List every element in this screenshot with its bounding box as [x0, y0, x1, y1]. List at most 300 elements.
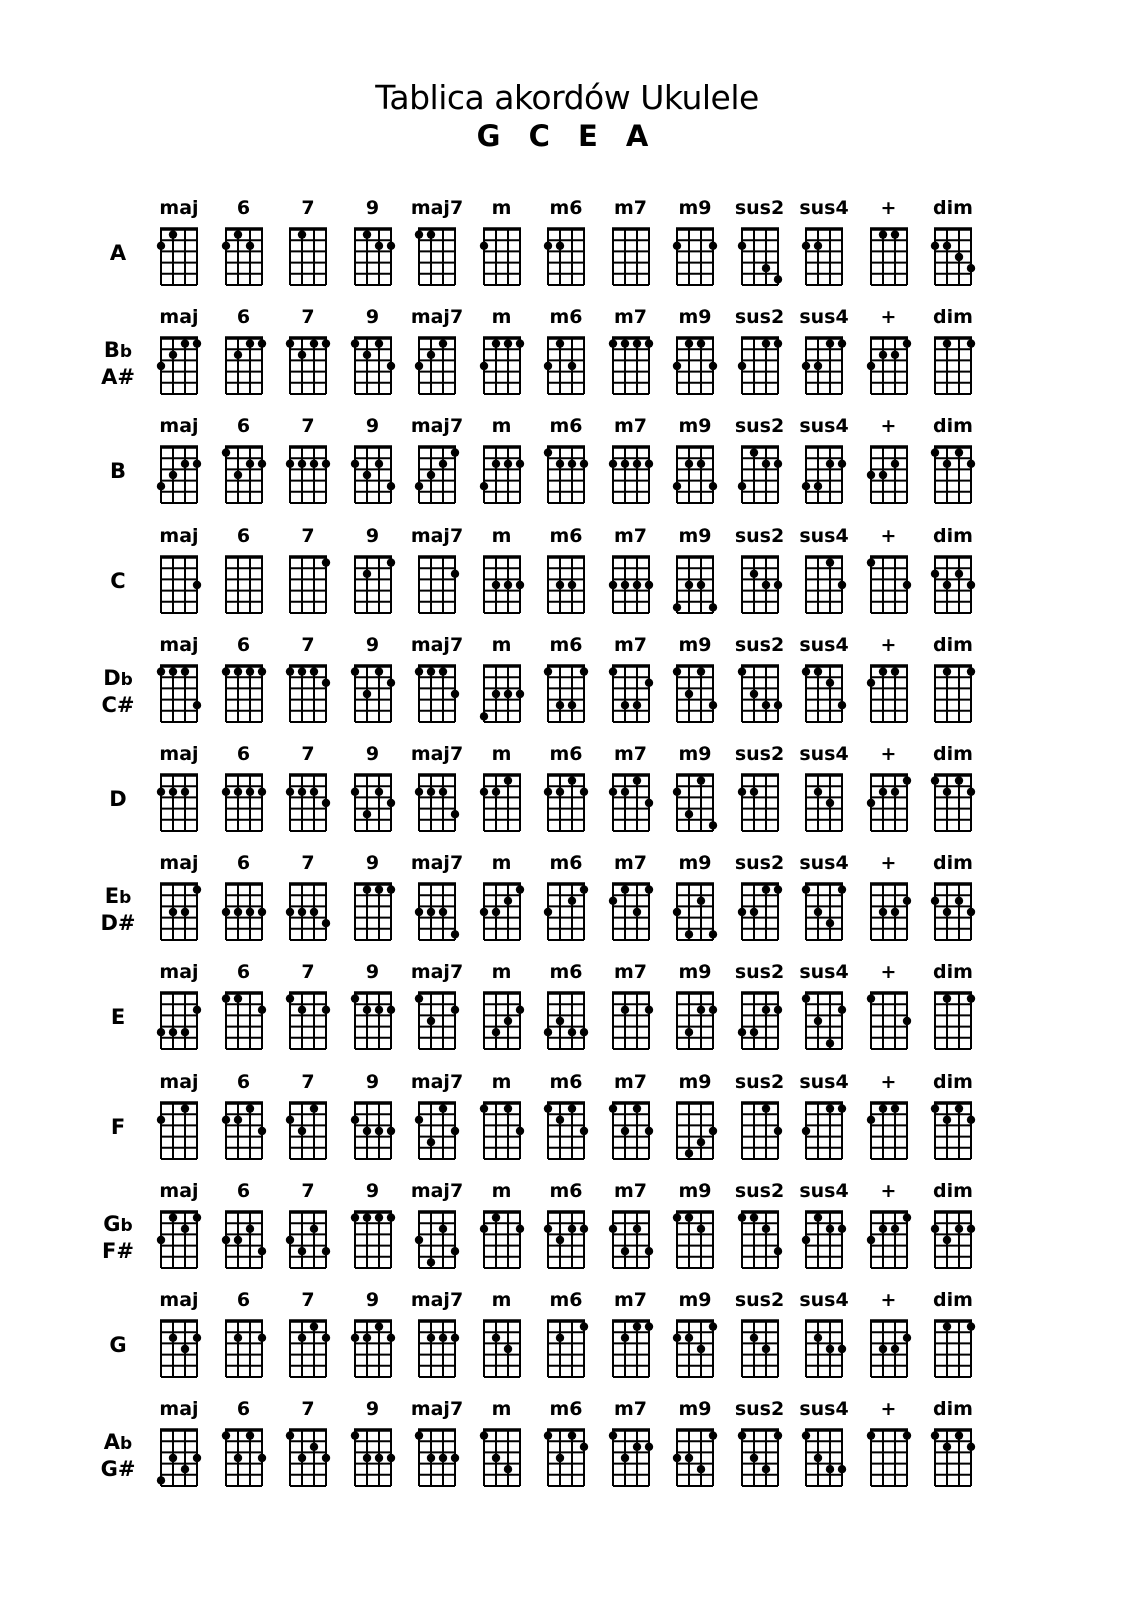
chord-quality-label: sus2 [734, 1179, 785, 1202]
chord-quality-label: m [491, 524, 512, 547]
finger-dot [967, 264, 975, 272]
finger-dot [644, 1006, 652, 1014]
chord-row [0, 1398, 1134, 1508]
finger-dot [362, 351, 370, 359]
finger-dot [362, 1006, 370, 1014]
finger-dot [685, 1028, 693, 1036]
finger-dot [415, 482, 423, 490]
chord-quality-label: 6 [236, 1289, 251, 1311]
finger-dot [826, 678, 834, 686]
chord-diagram [865, 989, 913, 1057]
finger-dot [838, 340, 846, 348]
finger-dot [286, 460, 294, 468]
finger-dot [685, 810, 693, 818]
finger-dot [838, 1345, 846, 1353]
chord-row [0, 961, 1134, 1071]
finger-dot [350, 995, 358, 1003]
finger-dot [773, 340, 781, 348]
finger-dot [374, 1322, 382, 1330]
finger-dot [451, 1454, 459, 1462]
chord-row [0, 1289, 1134, 1399]
chord-diagram [736, 989, 784, 1057]
finger-dot [556, 1334, 564, 1342]
finger-dot [890, 1345, 898, 1353]
finger-dot [427, 230, 435, 238]
finger-dot [310, 1104, 318, 1112]
finger-dot [298, 788, 306, 796]
chord-quality-label: m [491, 1179, 512, 1202]
chord-quality-label: sus4 [799, 1179, 849, 1202]
chord-quality-label: m6 [549, 1398, 583, 1421]
finger-dot [802, 886, 810, 894]
finger-dot [415, 230, 423, 238]
chord-diagram [478, 771, 526, 839]
chord-diagram [607, 334, 655, 402]
chord-diagram [865, 1317, 913, 1385]
chord-diagram [284, 1317, 332, 1385]
chord-quality-label: m9 [678, 961, 712, 984]
finger-dot [286, 995, 294, 1003]
chord-diagram [929, 334, 977, 402]
finger-dot [826, 1104, 834, 1112]
chord-quality-label: dim [933, 1179, 973, 1202]
finger-dot [838, 701, 846, 709]
finger-dot [943, 1236, 951, 1244]
chord-diagram [607, 1426, 655, 1494]
chord-root-name: G [109, 1333, 127, 1357]
finger-dot [967, 1322, 975, 1330]
finger-dot [479, 362, 487, 370]
chord-row [0, 525, 1134, 635]
chord-quality-label: sus4 [799, 415, 849, 438]
chord-diagram [865, 1208, 913, 1276]
chord-diagram [284, 225, 332, 293]
chord-quality-label: 9 [365, 1070, 380, 1093]
finger-dot [931, 897, 939, 905]
finger-dot [814, 1017, 822, 1025]
finger-dot [286, 1115, 294, 1123]
chord-diagram [478, 662, 526, 730]
chord-quality-label: 9 [365, 415, 380, 438]
finger-dot [451, 690, 459, 698]
finger-dot [350, 460, 358, 468]
chord-quality-label: maj [159, 197, 199, 219]
chord-root-label [90, 884, 146, 936]
chord-diagram [220, 1426, 268, 1494]
chord-quality-label: maj [159, 633, 199, 656]
chord-quality-label: sus4 [799, 743, 849, 765]
chord-quality-label: + [880, 961, 897, 984]
chord-quality-label: m [491, 961, 512, 984]
chord-quality-label: m [491, 852, 512, 875]
chord-root-name: A# [101, 365, 135, 390]
finger-dot [644, 340, 652, 348]
chord-quality-label: m6 [549, 961, 583, 984]
chord-quality-label: 9 [365, 306, 380, 329]
finger-dot [245, 788, 253, 796]
finger-dot [673, 362, 681, 370]
chord-quality-label: 9 [365, 852, 380, 875]
chord-diagram [284, 880, 332, 948]
finger-dot [802, 995, 810, 1003]
finger-dot [286, 1236, 294, 1244]
chord-root-name: F [110, 1114, 126, 1139]
finger-dot [479, 1104, 487, 1112]
finger-dot [709, 603, 717, 611]
finger-dot [709, 1432, 717, 1440]
chord-diagram [413, 1208, 461, 1276]
chord-diagram [800, 989, 848, 1057]
finger-dot [866, 1432, 874, 1440]
finger-dot [350, 1432, 358, 1440]
finger-dot [814, 908, 822, 916]
finger-dot [556, 1236, 564, 1244]
chord-quality-label: 9 [365, 1179, 380, 1202]
chord-quality-label: sus4 [799, 961, 849, 984]
finger-dot [967, 460, 975, 468]
finger-dot [169, 908, 177, 916]
chord-diagram [607, 1099, 655, 1167]
chord-quality-label: m6 [549, 633, 583, 656]
finger-dot [802, 482, 810, 490]
finger-dot [866, 558, 874, 566]
finger-dot [761, 1006, 769, 1014]
finger-dot [286, 1432, 294, 1440]
chord-quality-label: maj [159, 961, 199, 984]
finger-dot [157, 1236, 165, 1244]
finger-dot [479, 482, 487, 490]
finger-dot [221, 1236, 229, 1244]
chord-diagram [671, 662, 719, 730]
finger-dot [439, 340, 447, 348]
chord-root-label [90, 1430, 146, 1482]
chord-diagram [220, 225, 268, 293]
chord-diagram [284, 1208, 332, 1276]
finger-dot [286, 788, 294, 796]
finger-dot [491, 460, 499, 468]
finger-dot [491, 1028, 499, 1036]
finger-dot [245, 1432, 253, 1440]
finger-dot [233, 1236, 241, 1244]
chord-diagram [671, 1317, 719, 1385]
finger-dot [826, 799, 834, 807]
chord-diagram [284, 989, 332, 1057]
finger-dot [503, 776, 511, 784]
chord-diagram [349, 553, 397, 621]
finger-dot [838, 1006, 846, 1014]
finger-dot [749, 1334, 757, 1342]
chord-diagram [736, 443, 784, 511]
chord-diagram [155, 443, 203, 511]
chord-quality-label: m [491, 1070, 512, 1093]
finger-dot [878, 471, 886, 479]
chord-diagram [349, 1317, 397, 1385]
finger-dot [362, 690, 370, 698]
chord-diagram [220, 880, 268, 948]
finger-dot [685, 1149, 693, 1157]
finger-dot [415, 908, 423, 916]
finger-dot [286, 340, 294, 348]
chord-diagram [284, 662, 332, 730]
chord-quality-label: sus4 [799, 524, 849, 547]
chord-diagram [413, 662, 461, 730]
finger-dot [878, 1345, 886, 1353]
chord-quality-label: 6 [236, 524, 251, 547]
chord-diagram [155, 771, 203, 839]
finger-dot [362, 1126, 370, 1134]
chord-quality-label: + [880, 415, 897, 438]
chord-diagram [542, 989, 590, 1057]
chord-root-label [90, 666, 146, 718]
finger-dot [427, 667, 435, 675]
finger-dot [890, 908, 898, 916]
finger-dot [556, 1115, 564, 1123]
finger-dot [169, 230, 177, 238]
finger-dot [632, 1443, 640, 1451]
finger-dot [491, 908, 499, 916]
finger-dot [773, 701, 781, 709]
chord-quality-label: m7 [613, 852, 648, 875]
chord-diagram [607, 443, 655, 511]
finger-dot [322, 1454, 330, 1462]
finger-dot [157, 1028, 165, 1036]
chord-diagram [478, 1099, 526, 1167]
chord-diagram [542, 334, 590, 402]
chord-diagram [929, 1099, 977, 1167]
finger-dot [544, 449, 552, 457]
finger-dot [967, 340, 975, 348]
chord-diagram [800, 334, 848, 402]
chord-root-name: Bb [103, 338, 133, 363]
finger-dot [620, 886, 628, 894]
finger-dot [503, 1465, 511, 1473]
chord-quality-label: 7 [301, 524, 315, 547]
finger-dot [773, 886, 781, 894]
finger-dot [427, 351, 435, 359]
finger-dot [697, 1138, 705, 1146]
finger-dot [310, 667, 318, 675]
finger-dot [749, 449, 757, 457]
finger-dot [608, 340, 616, 348]
finger-dot [503, 1104, 511, 1112]
finger-dot [749, 1213, 757, 1221]
chord-quality-label: m7 [613, 961, 648, 984]
chord-diagram [736, 771, 784, 839]
chord-quality-label: 9 [365, 743, 380, 765]
finger-dot [943, 1322, 951, 1330]
chord-diagram [671, 1208, 719, 1276]
finger-dot [749, 569, 757, 577]
finger-dot [632, 340, 640, 348]
finger-dot [878, 1104, 886, 1112]
finger-dot [193, 1334, 201, 1342]
chord-diagram [607, 771, 655, 839]
chord-diagram [736, 1317, 784, 1385]
chord-root-name: G# [100, 1457, 136, 1482]
chord-diagram [929, 989, 977, 1057]
chord-quality-label: m7 [613, 1398, 648, 1421]
finger-dot [157, 362, 165, 370]
chord-diagram [929, 1208, 977, 1276]
finger-dot [544, 242, 552, 250]
finger-dot [773, 460, 781, 468]
chord-root-label [90, 569, 146, 594]
finger-dot [931, 449, 939, 457]
chord-diagram [736, 334, 784, 402]
finger-dot [374, 340, 382, 348]
finger-dot [737, 242, 745, 250]
finger-dot [838, 1465, 846, 1473]
finger-dot [362, 1454, 370, 1462]
chord-quality-label: sus2 [734, 852, 785, 875]
finger-dot [257, 460, 265, 468]
chord-diagram [478, 225, 526, 293]
chord-quality-label: m6 [549, 197, 583, 219]
finger-dot [374, 1126, 382, 1134]
chord-diagram [155, 553, 203, 621]
finger-dot [967, 1443, 975, 1451]
chord-quality-label: m6 [549, 852, 583, 875]
finger-dot [814, 482, 822, 490]
finger-dot [673, 667, 681, 675]
chord-row [0, 415, 1134, 525]
finger-dot [814, 1213, 822, 1221]
chord-diagram [349, 880, 397, 948]
finger-dot [697, 580, 705, 588]
finger-dot [931, 1224, 939, 1232]
finger-dot [544, 908, 552, 916]
finger-dot [761, 580, 769, 588]
chord-diagram [800, 443, 848, 511]
chord-quality-label: m7 [613, 415, 648, 438]
chord-quality-label: sus2 [734, 306, 785, 329]
finger-dot [749, 690, 757, 698]
finger-dot [673, 1213, 681, 1221]
finger-dot [157, 1476, 165, 1484]
chord-quality-label: 7 [301, 743, 315, 765]
finger-dot [386, 1006, 394, 1014]
finger-dot [673, 1454, 681, 1462]
finger-dot [491, 580, 499, 588]
chord-root-name: D [109, 787, 127, 811]
chord-quality-label: sus2 [734, 633, 785, 656]
finger-dot [644, 460, 652, 468]
chord-diagram [478, 989, 526, 1057]
finger-dot [931, 776, 939, 784]
finger-dot [644, 1322, 652, 1330]
chord-diagram [736, 553, 784, 621]
finger-dot [814, 1454, 822, 1462]
chord-quality-label: m6 [549, 524, 583, 547]
finger-dot [709, 482, 717, 490]
finger-dot [193, 580, 201, 588]
finger-dot [257, 1126, 265, 1134]
chord-diagram [865, 225, 913, 293]
finger-dot [878, 351, 886, 359]
chord-quality-label: m9 [678, 306, 712, 329]
chord-diagram [349, 771, 397, 839]
finger-dot [697, 1006, 705, 1014]
chord-diagram [671, 1426, 719, 1494]
chord-diagram [220, 662, 268, 730]
finger-dot [221, 667, 229, 675]
finger-dot [568, 460, 576, 468]
finger-dot [838, 1104, 846, 1112]
page-title: Tablica akordów Ukulele [375, 78, 759, 117]
chord-quality-label: maj7 [410, 633, 464, 656]
finger-dot [943, 1443, 951, 1451]
finger-dot [515, 460, 523, 468]
chord-diagram [349, 1208, 397, 1276]
finger-dot [181, 788, 189, 796]
finger-dot [878, 667, 886, 675]
chord-diagram [800, 880, 848, 948]
finger-dot [169, 788, 177, 796]
finger-dot [439, 1224, 447, 1232]
finger-dot [544, 1104, 552, 1112]
finger-dot [310, 1322, 318, 1330]
chord-diagram [155, 1208, 203, 1276]
finger-dot [386, 1454, 394, 1462]
finger-dot [181, 667, 189, 675]
finger-dot [826, 558, 834, 566]
chord-diagram [220, 443, 268, 511]
finger-dot [221, 1115, 229, 1123]
chord-diagram [284, 553, 332, 621]
finger-dot [257, 1334, 265, 1342]
finger-dot [802, 362, 810, 370]
chord-root-name: Db [103, 665, 133, 690]
chord-quality-label: 6 [236, 415, 251, 438]
finger-dot [580, 1224, 588, 1232]
finger-dot [568, 1104, 576, 1112]
chord-diagram [349, 989, 397, 1057]
finger-dot [632, 1224, 640, 1232]
finger-dot [697, 776, 705, 784]
finger-dot [737, 482, 745, 490]
finger-dot [427, 471, 435, 479]
chord-quality-label: m6 [549, 1179, 583, 1202]
chord-diagram [736, 880, 784, 948]
chord-diagram [478, 1208, 526, 1276]
finger-dot [802, 1126, 810, 1134]
finger-dot [967, 788, 975, 796]
finger-dot [620, 1247, 628, 1255]
finger-dot [479, 908, 487, 916]
finger-dot [697, 897, 705, 905]
finger-dot [322, 340, 330, 348]
finger-dot [761, 886, 769, 894]
chord-quality-label: dim [933, 415, 973, 438]
finger-dot [955, 569, 963, 577]
finger-dot [221, 242, 229, 250]
chord-diagram [220, 1317, 268, 1385]
chord-quality-label: maj7 [410, 197, 464, 219]
chord-diagram [929, 1317, 977, 1385]
chord-quality-label: maj7 [410, 1289, 464, 1311]
finger-dot [814, 242, 822, 250]
chord-row [0, 306, 1134, 416]
finger-dot [245, 340, 253, 348]
chord-diagram [284, 334, 332, 402]
chord-quality-label: sus2 [734, 1398, 785, 1421]
finger-dot [233, 908, 241, 916]
finger-dot [221, 995, 229, 1003]
finger-dot [943, 460, 951, 468]
finger-dot [479, 242, 487, 250]
chord-quality-label: maj [159, 1070, 199, 1093]
chord-quality-label: sus4 [799, 1070, 849, 1093]
